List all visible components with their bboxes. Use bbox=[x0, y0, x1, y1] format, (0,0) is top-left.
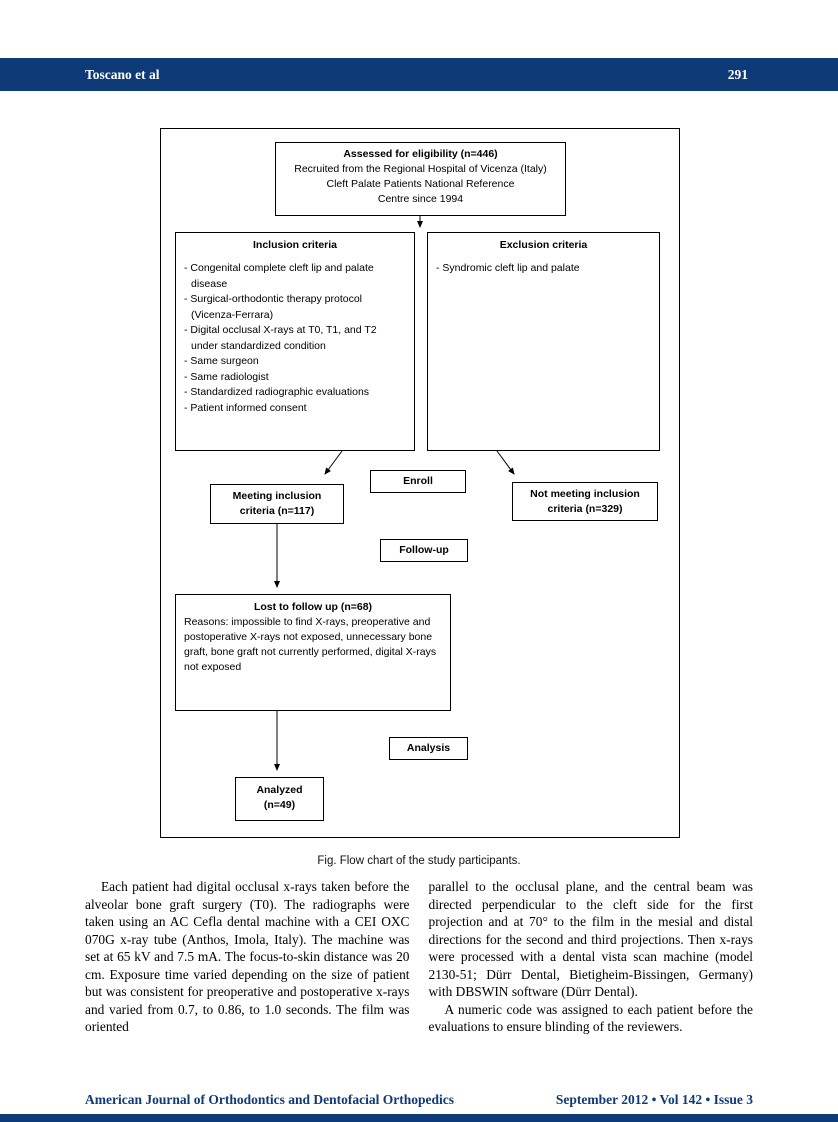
running-head-band bbox=[0, 58, 838, 91]
arrow-inclusion-to-meeting bbox=[325, 451, 342, 474]
body-column-right bbox=[429, 878, 754, 1036]
eligibility-line: Cleft Palate Patients National Reference bbox=[326, 178, 515, 190]
box-analysis-label: Analysis bbox=[389, 737, 468, 760]
exclusion-list bbox=[436, 261, 651, 277]
inclusion-item: - Standardized radiographic evaluations bbox=[184, 385, 406, 401]
article-body bbox=[85, 878, 753, 1036]
box-not-meeting-inclusion bbox=[512, 482, 658, 521]
box-inclusion-criteria bbox=[175, 232, 415, 451]
exclusion-item: - Syndromic cleft lip and palate bbox=[436, 261, 651, 277]
issue-info: September 2012 • Vol 142 • Issue 3 bbox=[555, 1092, 753, 1107]
meeting-line: Meeting inclusion bbox=[232, 490, 322, 502]
inclusion-item: - Surgical-orthodontic therapy protocol (Vicenza-Ferrara) bbox=[184, 292, 406, 323]
inclusion-title: Inclusion criteria bbox=[252, 239, 338, 251]
figure-caption: Fig. Flow chart of the study participants. bbox=[317, 855, 521, 867]
paragraph: Each patient had digital occlusal x-rays taken before the alveolar bone graft surgery (T0). The radiographs were taken using an AC Cefla dental machine with a CEI OXC 070G x-ray tube (Anthos, Imola, Italy). The machine was set at 65 kV and 7.5 mA. The focus-to-skin distance was 20 cm. Exposure time varied depending on the size of patient but was consistent for preoperative and postoperative x-rays and varied from 0.7, to 0.86, to 1.0 seconds. The film was oriented bbox=[85, 879, 410, 1035]
running-head: Toscano et al bbox=[85, 66, 160, 82]
box-enroll-label: Enroll bbox=[370, 470, 466, 493]
page-number: 291 bbox=[727, 66, 748, 82]
paragraph: parallel to the occlusal plane, and the central beam was directed perpendicular to the cleft side for the first projection and at 70° to the film in the mesial and distal directions for the second and third projections. Then x-rays were processed with a dental vista scan machine (model 2130-51; Dürr Dental, Bietigheim-Bissingen, Germany) with DBSWIN software (Dürr Dental). bbox=[428, 879, 753, 1000]
journal-title: American Journal of Orthodontics and Dentofacial Orthopedics bbox=[85, 1092, 454, 1107]
box-lost-to-followup bbox=[175, 594, 451, 711]
analyzed-line: Analyzed bbox=[256, 784, 303, 796]
inclusion-item: - Patient informed consent bbox=[184, 401, 406, 417]
bottom-band bbox=[0, 1114, 838, 1122]
flowchart-frame bbox=[160, 128, 680, 838]
box-analyzed bbox=[235, 777, 324, 821]
inclusion-item: - Digital occlusal X-rays at T0, T1, and T2 under standardized condition bbox=[184, 323, 406, 354]
paragraph: A numeric code was assigned to each patient before the evaluations to ensure blinding of the reviewers. bbox=[428, 1001, 753, 1035]
box-followup-label: Follow-up bbox=[380, 539, 468, 562]
inclusion-item: - Congenital complete cleft lip and palate disease bbox=[184, 261, 406, 292]
meeting-line: criteria (n=117) bbox=[239, 505, 315, 517]
box-assessed-for-eligibility bbox=[275, 142, 566, 216]
notmeeting-line: criteria (n=329) bbox=[547, 503, 623, 515]
box-exclusion-criteria bbox=[427, 232, 660, 451]
box-meeting-inclusion bbox=[210, 484, 344, 524]
inclusion-item: - Same surgeon bbox=[184, 354, 406, 370]
inclusion-list bbox=[184, 261, 406, 416]
lost-reasons: Reasons: impossible to find X-rays, preoperative and postoperative X-rays not exposed, unnecessary bone graft, bone graft not currently performed, digital X-rays not exposed bbox=[184, 616, 437, 673]
notmeeting-line: Not meeting inclusion bbox=[530, 488, 640, 500]
lost-title: Lost to follow up (n=68) bbox=[253, 601, 373, 613]
body-column-left bbox=[85, 878, 410, 1036]
footer-line bbox=[85, 1092, 753, 1108]
arrow-exclusion-to-notmeeting bbox=[497, 451, 514, 474]
exclusion-title: Exclusion criteria bbox=[499, 239, 588, 251]
eligibility-line: Recruited from the Regional Hospital of Vicenza (Italy) bbox=[294, 163, 547, 175]
eligibility-title: Assessed for eligibility (n=446) bbox=[343, 148, 498, 160]
eligibility-line: Centre since 1994 bbox=[377, 193, 464, 205]
inclusion-item: - Same radiologist bbox=[184, 370, 406, 386]
analyzed-line: (n=49) bbox=[263, 799, 296, 811]
